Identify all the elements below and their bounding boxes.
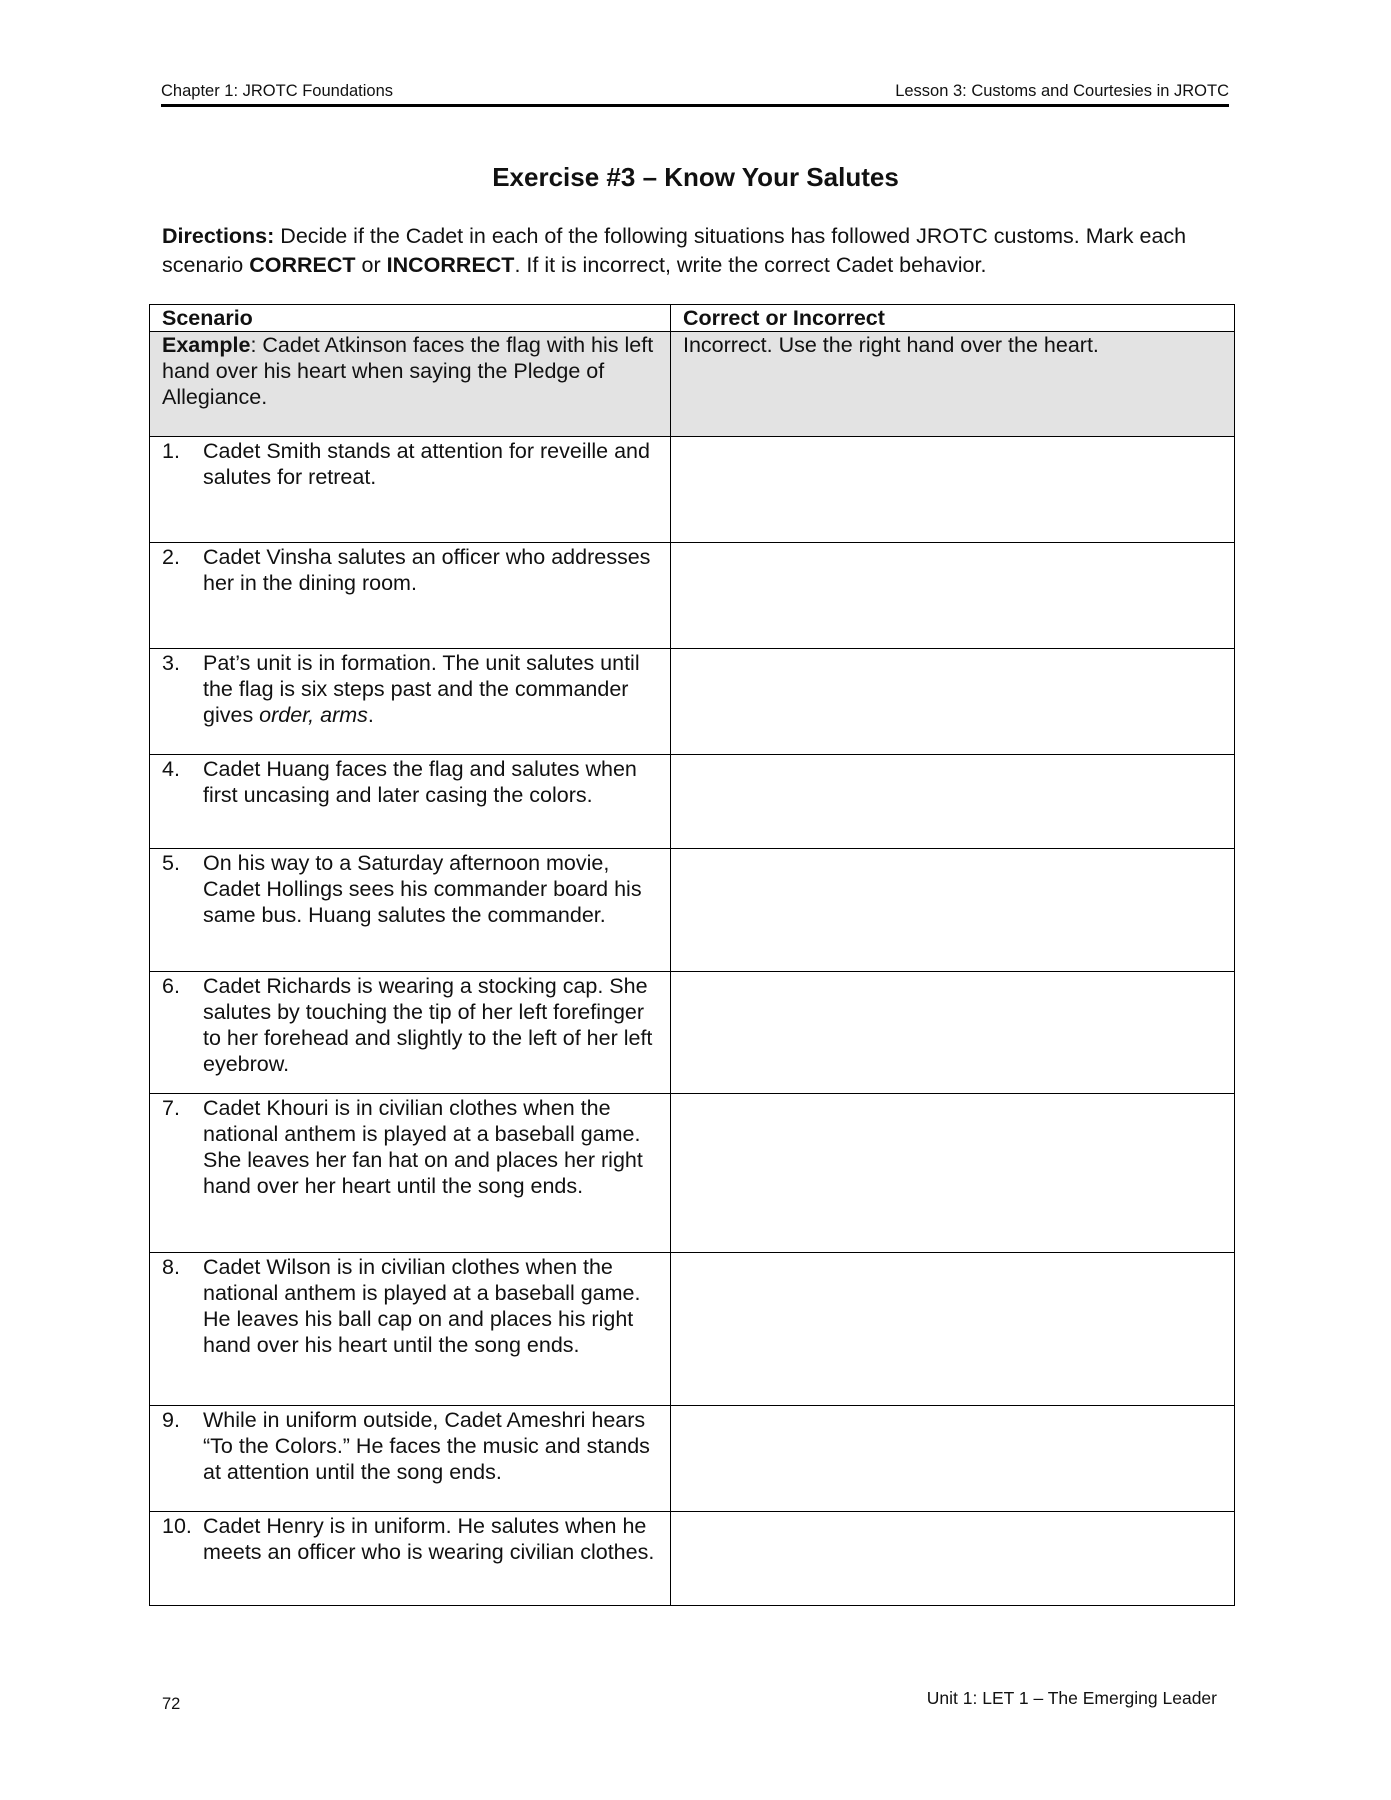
row-scenario: On his way to a Saturday afternoon movie, Cadet Hollings sees his commander board his same bus. Huang salutes the commander. (203, 851, 642, 927)
lesson-label: Lesson 3: Customs and Courtesies in JROTC (895, 82, 1229, 100)
row-scenario: Cadet Khouri is in civilian clothes when the national anthem is played at a baseball game. She leaves her fan hat on and places her right hand over her heart until the song ends. (203, 1096, 643, 1198)
answer-cell[interactable] (671, 543, 1235, 649)
table-row (150, 543, 1235, 649)
answer-cell[interactable] (671, 1094, 1235, 1253)
row-scenario: Cadet Henry is in uniform. He salutes when he meets an officer who is wearing civilian clothes. (203, 1514, 655, 1564)
answer-cell[interactable] (671, 755, 1235, 849)
table-row (150, 1253, 1235, 1406)
answer-cell[interactable] (671, 1406, 1235, 1512)
scenario-column-header: Scenario (150, 305, 671, 332)
page-header (161, 82, 1229, 107)
table-row (150, 1406, 1235, 1512)
answer-cell[interactable] (671, 849, 1235, 972)
example-row (150, 332, 1235, 437)
row-scenario: Cadet Smith stands at attention for reveille and salutes for retreat. (203, 439, 650, 489)
row-scenario: Cadet Wilson is in civilian clothes when the national anthem is played at a baseball game. He leaves his ball cap on and places his right hand over his heart until the song ends. (203, 1255, 641, 1357)
row-number: 2. (162, 545, 180, 569)
example-label: Example (162, 333, 251, 357)
row-scenario-italic: order, arms (259, 703, 368, 727)
answer-cell[interactable] (671, 1253, 1235, 1406)
row-number: 6. (162, 974, 180, 998)
row-number: 5. (162, 851, 180, 875)
table-row (150, 972, 1235, 1094)
row-number: 10. (162, 1514, 192, 1538)
directions (162, 222, 1222, 280)
unit-label: Unit 1: LET 1 – The Emerging Leader (926, 1688, 1217, 1708)
row-number: 3. (162, 651, 180, 675)
row-scenario: Cadet Richards is wearing a stocking cap. She salutes by touching the tip of her left forefinger to her forehead and slightly to the left of her left eyebrow. (203, 974, 653, 1076)
table-row (150, 849, 1235, 972)
directions-text-2: . If it is incorrect, write the correct Cadet behavior. (514, 253, 987, 277)
row-number: 8. (162, 1255, 180, 1279)
row-number: 4. (162, 757, 180, 781)
directions-correct: CORRECT (249, 253, 356, 277)
row-scenario-text: Pat’s unit is in formation. The unit salutes until the flag is six steps past and the commander gives (203, 651, 640, 727)
row-scenario-tail: . (367, 703, 374, 727)
row-scenario: Cadet Huang faces the flag and salutes when first uncasing and later casing the colors. (203, 757, 637, 807)
row-number: 7. (162, 1096, 180, 1120)
table-row (150, 1094, 1235, 1253)
answer-cell[interactable] (671, 1512, 1235, 1606)
page-title: Exercise #3 – Know Your Salutes (492, 162, 899, 192)
example-scenario (150, 332, 671, 437)
row-number: 1. (162, 439, 180, 463)
table-header-row (150, 305, 1235, 332)
answer-cell[interactable] (671, 649, 1235, 755)
directions-label: Directions: (162, 224, 275, 248)
page-number: 72 (162, 1695, 181, 1713)
row-scenario: Cadet Vinsha salutes an officer who addresses her in the dining room. (203, 545, 651, 595)
row-scenario (203, 650, 658, 728)
answer-cell[interactable] (671, 437, 1235, 543)
directions-incorrect: INCORRECT (386, 253, 515, 277)
answer-column-header: Correct or Incorrect (671, 305, 1235, 332)
example-answer: Incorrect. Use the right hand over the heart. (671, 332, 1235, 437)
row-scenario: While in uniform outside, Cadet Ameshri hears “To the Colors.” He faces the music and stands at attention until the song ends. (203, 1408, 650, 1484)
example-text: : Cadet Atkinson faces the flag with his left hand over his heart when saying the Pledge of Allegiance. (162, 333, 654, 409)
exercise-table (149, 304, 1235, 1606)
table-row (150, 437, 1235, 543)
row-number: 9. (162, 1408, 180, 1432)
answer-cell[interactable] (671, 972, 1235, 1094)
table-row (150, 755, 1235, 849)
directions-or: or (355, 253, 387, 277)
table-row (150, 649, 1235, 755)
directions-text-1: Decide if the Cadet in each of the following situations has followed JROTC customs. Mark each scenario (162, 224, 1187, 277)
chapter-label: Chapter 1: JROTC Foundations (161, 82, 394, 100)
table-row (150, 1512, 1235, 1606)
